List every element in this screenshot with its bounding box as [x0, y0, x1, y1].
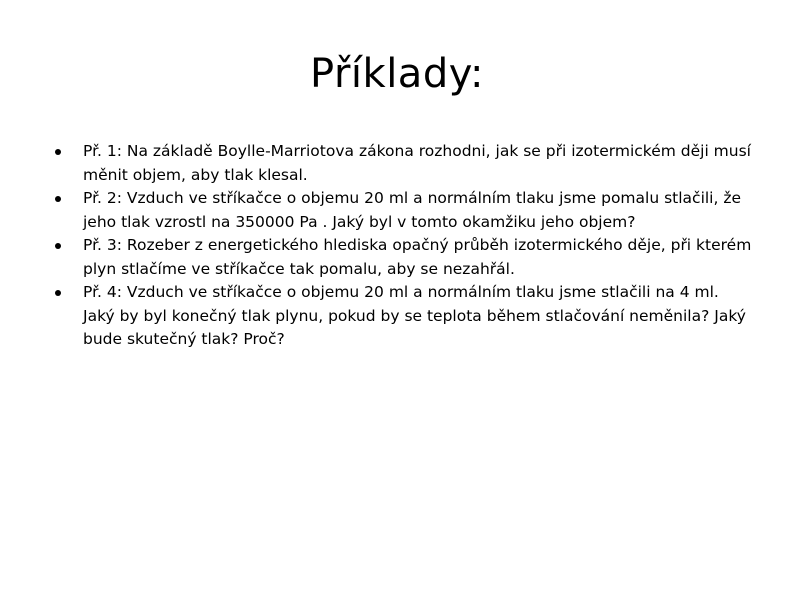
bullet-dot-icon [55, 149, 61, 155]
list-item [55, 140, 755, 187]
bullet-text: Př. 2: Vzduch ve stříkačce o objemu 20 ml a normálním tlaku jsme pomalu stlačili, že jeho tlak vzrostl na 350000 Pa . Jaký byl v tomto okamžiku jeho objem? [83, 189, 742, 231]
list-item [55, 187, 755, 234]
list-item [55, 234, 755, 281]
bullet-dot-icon [55, 196, 61, 202]
list-item [55, 281, 755, 352]
bullet-list [55, 140, 755, 352]
bullet-text: Př. 3: Rozeber z energetického hlediska opačný průběh izotermického děje, při kterém plyn stlačíme ve stříkačce tak pomalu, aby se nezahřál. [83, 236, 752, 278]
bullet-dot-icon [55, 290, 61, 296]
bullet-dot-icon [55, 243, 61, 249]
slide-title: Příklady: [310, 51, 484, 97]
bullet-text: Př. 1: Na základě Boylle-Marriotova zákona rozhodni, jak se při izotermickém ději musí měnit objem, aby tlak klesal. [83, 142, 751, 184]
bullet-text: Př. 4: Vzduch ve stříkačce o objemu 20 ml a normálním tlaku jsme stlačili na 4 ml. Jaký by byl konečný tlak plynu, pokud by se teplota během stlačování neměnila? Jaký bude skutečný tlak? Proč? [83, 283, 746, 348]
